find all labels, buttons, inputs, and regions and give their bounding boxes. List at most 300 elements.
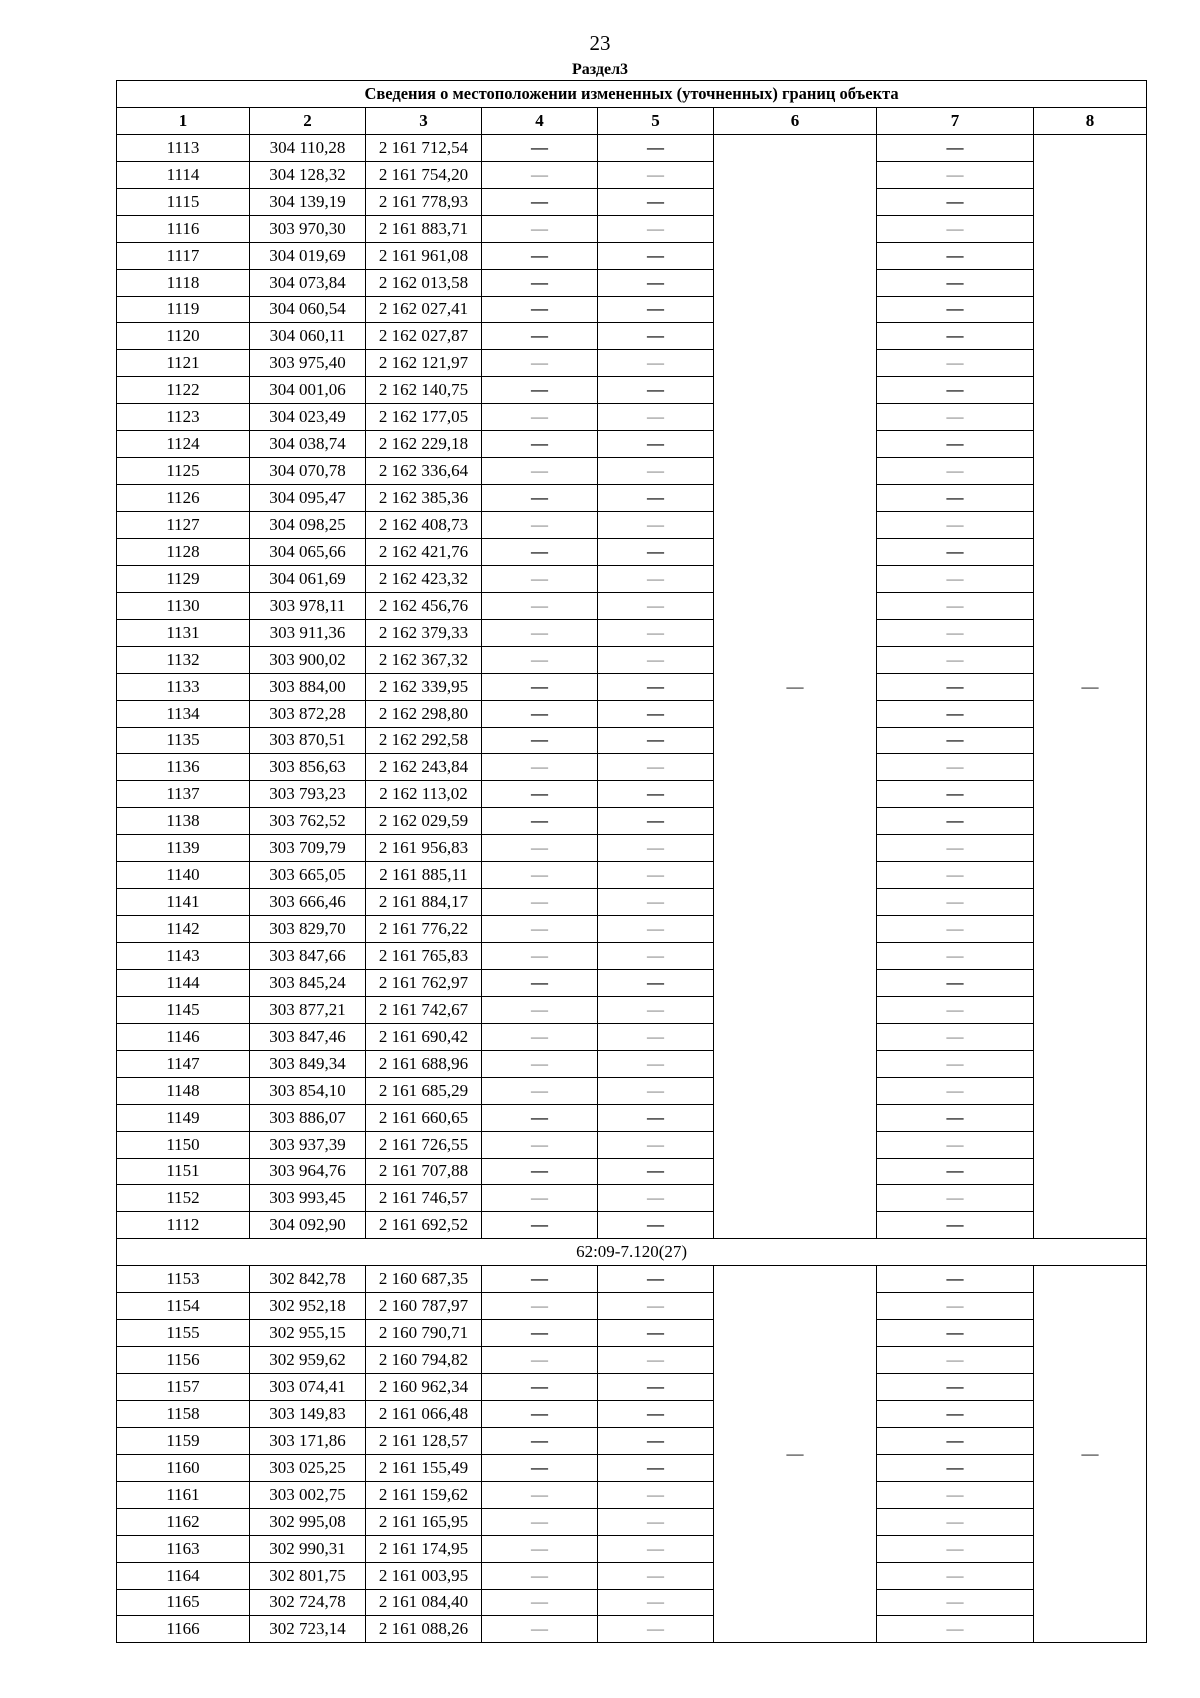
table-row (117, 1023, 1147, 1050)
col7-dash-cell: — (877, 889, 1034, 916)
table-row (117, 269, 1147, 296)
table-row (117, 1158, 1147, 1185)
y-coordinate-cell: 2 162 456,76 (366, 592, 482, 619)
col7-dash-cell: — (877, 673, 1034, 700)
point-number-cell: 1133 (117, 673, 250, 700)
col5-dash-cell: — (598, 1158, 714, 1185)
col4-dash-cell: — (482, 269, 598, 296)
x-coordinate-cell: 303 978,11 (250, 592, 366, 619)
y-coordinate-cell: 2 160 687,35 (366, 1266, 482, 1293)
y-coordinate-cell: 2 161 688,96 (366, 1050, 482, 1077)
col7-dash-cell: — (877, 700, 1034, 727)
y-coordinate-cell: 2 162 421,76 (366, 538, 482, 565)
col7-dash-cell: — (877, 512, 1034, 539)
col7-dash-cell: — (877, 646, 1034, 673)
col4-dash-cell: — (482, 727, 598, 754)
table-row (117, 969, 1147, 996)
y-coordinate-cell: 2 162 367,32 (366, 646, 482, 673)
x-coordinate-cell: 304 070,78 (250, 458, 366, 485)
col8-merged-cell: — (1034, 134, 1147, 1238)
col7-dash-cell: — (877, 727, 1034, 754)
y-coordinate-cell: 2 161 165,95 (366, 1508, 482, 1535)
col4-dash-cell: — (482, 1023, 598, 1050)
y-coordinate-cell: 2 161 084,40 (366, 1589, 482, 1616)
col4-dash-cell: — (482, 512, 598, 539)
col5-dash-cell: — (598, 673, 714, 700)
col7-dash-cell: — (877, 969, 1034, 996)
x-coordinate-cell: 303 847,66 (250, 943, 366, 970)
table-row (117, 835, 1147, 862)
col6-merged-cell: — (714, 1266, 877, 1643)
col5-dash-cell: — (598, 1077, 714, 1104)
point-number-cell: 1160 (117, 1454, 250, 1481)
point-number-cell: 1155 (117, 1320, 250, 1347)
column-header: 4 (482, 107, 598, 134)
col7-dash-cell: — (877, 1023, 1034, 1050)
col4-dash-cell: — (482, 969, 598, 996)
col4-dash-cell: — (482, 1347, 598, 1374)
y-coordinate-cell: 2 162 336,64 (366, 458, 482, 485)
col7-dash-cell: — (877, 269, 1034, 296)
column-header: 8 (1034, 107, 1147, 134)
table-row (117, 377, 1147, 404)
col7-dash-cell: — (877, 134, 1034, 161)
table-row (117, 485, 1147, 512)
col4-dash-cell: — (482, 754, 598, 781)
table-row (117, 188, 1147, 215)
table-row (117, 323, 1147, 350)
col4-dash-cell: — (482, 1535, 598, 1562)
point-number-cell: 1127 (117, 512, 250, 539)
point-number-cell: 1161 (117, 1481, 250, 1508)
point-number-cell: 1129 (117, 565, 250, 592)
y-coordinate-cell: 2 161 003,95 (366, 1562, 482, 1589)
point-number-cell: 1150 (117, 1131, 250, 1158)
col7-dash-cell: — (877, 1616, 1034, 1643)
table-row (117, 996, 1147, 1023)
col5-dash-cell: — (598, 808, 714, 835)
col7-dash-cell: — (877, 188, 1034, 215)
y-coordinate-cell: 2 162 379,33 (366, 619, 482, 646)
x-coordinate-cell: 303 074,41 (250, 1374, 366, 1401)
col4-dash-cell: — (482, 700, 598, 727)
y-coordinate-cell: 2 162 027,41 (366, 296, 482, 323)
col4-dash-cell: — (482, 1400, 598, 1427)
col5-dash-cell: — (598, 1050, 714, 1077)
col5-dash-cell: — (598, 862, 714, 889)
col7-dash-cell: — (877, 1535, 1034, 1562)
col4-dash-cell: — (482, 1158, 598, 1185)
table-row (117, 1616, 1147, 1643)
table-row (117, 1077, 1147, 1104)
x-coordinate-cell: 302 952,18 (250, 1293, 366, 1320)
y-coordinate-cell: 2 162 113,02 (366, 781, 482, 808)
col4-dash-cell: — (482, 215, 598, 242)
col7-dash-cell: — (877, 754, 1034, 781)
col5-dash-cell: — (598, 512, 714, 539)
y-coordinate-cell: 2 161 707,88 (366, 1158, 482, 1185)
col5-dash-cell: — (598, 1104, 714, 1131)
table-row (117, 943, 1147, 970)
point-number-cell: 1145 (117, 996, 250, 1023)
x-coordinate-cell: 303 666,46 (250, 889, 366, 916)
x-coordinate-cell: 302 842,78 (250, 1266, 366, 1293)
table-row (117, 1347, 1147, 1374)
col7-dash-cell: — (877, 592, 1034, 619)
col4-dash-cell: — (482, 781, 598, 808)
x-coordinate-cell: 303 793,23 (250, 781, 366, 808)
x-coordinate-cell: 304 098,25 (250, 512, 366, 539)
y-coordinate-cell: 2 161 884,17 (366, 889, 482, 916)
table-row (117, 1320, 1147, 1347)
x-coordinate-cell: 304 061,69 (250, 565, 366, 592)
x-coordinate-cell: 303 149,83 (250, 1400, 366, 1427)
table-row (117, 134, 1147, 161)
col4-dash-cell: — (482, 377, 598, 404)
column-header: 1 (117, 107, 250, 134)
col4-dash-cell: — (482, 134, 598, 161)
x-coordinate-cell: 303 975,40 (250, 350, 366, 377)
x-coordinate-cell: 302 801,75 (250, 1562, 366, 1589)
point-number-cell: 1136 (117, 754, 250, 781)
col5-dash-cell: — (598, 700, 714, 727)
x-coordinate-cell: 303 854,10 (250, 1077, 366, 1104)
col4-dash-cell: — (482, 1374, 598, 1401)
col7-dash-cell: — (877, 296, 1034, 323)
x-coordinate-cell: 302 959,62 (250, 1347, 366, 1374)
point-number-cell: 1128 (117, 538, 250, 565)
y-coordinate-cell: 2 162 408,73 (366, 512, 482, 539)
col7-dash-cell: — (877, 565, 1034, 592)
col7-dash-cell: — (877, 1077, 1034, 1104)
table-row (117, 727, 1147, 754)
col7-dash-cell: — (877, 1508, 1034, 1535)
x-coordinate-cell: 304 060,54 (250, 296, 366, 323)
x-coordinate-cell: 303 829,70 (250, 916, 366, 943)
col5-dash-cell: — (598, 269, 714, 296)
table-row (117, 646, 1147, 673)
col7-dash-cell: — (877, 1131, 1034, 1158)
y-coordinate-cell: 2 161 776,22 (366, 916, 482, 943)
point-number-cell: 1114 (117, 161, 250, 188)
section-title: Раздел3 (571, 61, 629, 78)
col5-dash-cell: — (598, 1293, 714, 1320)
table-row (117, 1454, 1147, 1481)
col5-dash-cell: — (598, 646, 714, 673)
col4-dash-cell: — (482, 1427, 598, 1454)
point-number-cell: 1158 (117, 1400, 250, 1427)
y-coordinate-cell: 2 161 692,52 (366, 1212, 482, 1239)
col7-dash-cell: — (877, 1400, 1034, 1427)
col4-dash-cell: — (482, 619, 598, 646)
x-coordinate-cell: 304 060,11 (250, 323, 366, 350)
col5-dash-cell: — (598, 1023, 714, 1050)
x-coordinate-cell: 302 990,31 (250, 1535, 366, 1562)
table-row (117, 350, 1147, 377)
x-coordinate-cell: 303 762,52 (250, 808, 366, 835)
col4-dash-cell: — (482, 1508, 598, 1535)
table-row (117, 808, 1147, 835)
point-number-cell: 1117 (117, 242, 250, 269)
col5-dash-cell: — (598, 969, 714, 996)
col4-dash-cell: — (482, 323, 598, 350)
col5-dash-cell: — (598, 565, 714, 592)
col7-dash-cell: — (877, 485, 1034, 512)
x-coordinate-cell: 303 964,76 (250, 1158, 366, 1185)
table-row (117, 1293, 1147, 1320)
col7-dash-cell: — (877, 1320, 1034, 1347)
table-row (117, 404, 1147, 431)
col4-dash-cell: — (482, 673, 598, 700)
col4-dash-cell: — (482, 1616, 598, 1643)
point-number-cell: 1124 (117, 431, 250, 458)
point-number-cell: 1122 (117, 377, 250, 404)
table-row (117, 889, 1147, 916)
x-coordinate-cell: 304 110,28 (250, 134, 366, 161)
column-header: 2 (250, 107, 366, 134)
point-number-cell: 1140 (117, 862, 250, 889)
col5-dash-cell: — (598, 1131, 714, 1158)
table-row (117, 781, 1147, 808)
y-coordinate-cell: 2 161 746,57 (366, 1185, 482, 1212)
y-coordinate-cell: 2 162 243,84 (366, 754, 482, 781)
x-coordinate-cell: 303 872,28 (250, 700, 366, 727)
point-number-cell: 1159 (117, 1427, 250, 1454)
y-coordinate-cell: 2 161 088,26 (366, 1616, 482, 1643)
col4-dash-cell: — (482, 350, 598, 377)
table-row (117, 1266, 1147, 1293)
col7-dash-cell: — (877, 431, 1034, 458)
table-row (117, 161, 1147, 188)
x-coordinate-cell: 303 937,39 (250, 1131, 366, 1158)
point-number-cell: 1141 (117, 889, 250, 916)
point-number-cell: 1166 (117, 1616, 250, 1643)
point-number-cell: 1130 (117, 592, 250, 619)
col4-dash-cell: — (482, 1266, 598, 1293)
x-coordinate-cell: 304 092,90 (250, 1212, 366, 1239)
col5-dash-cell: — (598, 754, 714, 781)
col4-dash-cell: — (482, 592, 598, 619)
x-coordinate-cell: 303 849,34 (250, 1050, 366, 1077)
point-number-cell: 1137 (117, 781, 250, 808)
col4-dash-cell: — (482, 242, 598, 269)
point-number-cell: 1165 (117, 1589, 250, 1616)
col7-dash-cell: — (877, 242, 1034, 269)
col4-dash-cell: — (482, 1293, 598, 1320)
col4-dash-cell: — (482, 296, 598, 323)
point-number-cell: 1154 (117, 1293, 250, 1320)
col4-dash-cell: — (482, 889, 598, 916)
x-coordinate-cell: 303 993,45 (250, 1185, 366, 1212)
col4-dash-cell: — (482, 404, 598, 431)
col5-dash-cell: — (598, 1266, 714, 1293)
x-coordinate-cell: 304 001,06 (250, 377, 366, 404)
x-coordinate-cell: 303 884,00 (250, 673, 366, 700)
table-row (117, 431, 1147, 458)
table-row (117, 215, 1147, 242)
col7-dash-cell: — (877, 377, 1034, 404)
x-coordinate-cell: 303 002,75 (250, 1481, 366, 1508)
col7-dash-cell: — (877, 808, 1034, 835)
col7-dash-cell: — (877, 458, 1034, 485)
col5-dash-cell: — (598, 431, 714, 458)
col7-dash-cell: — (877, 1104, 1034, 1131)
x-coordinate-cell: 302 724,78 (250, 1589, 366, 1616)
col5-dash-cell: — (598, 1508, 714, 1535)
col4-dash-cell: — (482, 1562, 598, 1589)
table-body (117, 134, 1147, 1643)
col7-dash-cell: — (877, 1050, 1034, 1077)
col5-dash-cell: — (598, 161, 714, 188)
y-coordinate-cell: 2 161 754,20 (366, 161, 482, 188)
x-coordinate-cell: 303 900,02 (250, 646, 366, 673)
y-coordinate-cell: 2 162 423,32 (366, 565, 482, 592)
x-coordinate-cell: 304 073,84 (250, 269, 366, 296)
point-number-cell: 1156 (117, 1347, 250, 1374)
table-row (117, 1050, 1147, 1077)
col5-dash-cell: — (598, 1185, 714, 1212)
table-row (117, 296, 1147, 323)
col4-dash-cell: — (482, 161, 598, 188)
point-number-cell: 1125 (117, 458, 250, 485)
col5-dash-cell: — (598, 619, 714, 646)
table-row (117, 592, 1147, 619)
col5-dash-cell: — (598, 1347, 714, 1374)
col7-dash-cell: — (877, 404, 1034, 431)
y-coordinate-cell: 2 160 794,82 (366, 1347, 482, 1374)
y-coordinate-cell: 2 160 962,34 (366, 1374, 482, 1401)
table-row (117, 1400, 1147, 1427)
col7-dash-cell: — (877, 1374, 1034, 1401)
col5-dash-cell: — (598, 538, 714, 565)
table-row (117, 700, 1147, 727)
y-coordinate-cell: 2 162 339,95 (366, 673, 482, 700)
y-coordinate-cell: 2 161 885,11 (366, 862, 482, 889)
x-coordinate-cell: 304 128,32 (250, 161, 366, 188)
col7-dash-cell: — (877, 1562, 1034, 1589)
table-row (117, 1535, 1147, 1562)
column-header: 5 (598, 107, 714, 134)
col4-dash-cell: — (482, 1131, 598, 1158)
point-number-cell: 1139 (117, 835, 250, 862)
col4-dash-cell: — (482, 1077, 598, 1104)
x-coordinate-cell: 303 847,46 (250, 1023, 366, 1050)
point-number-cell: 1132 (117, 646, 250, 673)
col5-dash-cell: — (598, 1320, 714, 1347)
col5-dash-cell: — (598, 943, 714, 970)
col7-dash-cell: — (877, 1158, 1034, 1185)
col7-dash-cell: — (877, 1589, 1034, 1616)
col5-dash-cell: — (598, 835, 714, 862)
y-coordinate-cell: 2 162 029,59 (366, 808, 482, 835)
table-row (117, 673, 1147, 700)
y-coordinate-cell: 2 161 961,08 (366, 242, 482, 269)
col7-dash-cell: — (877, 161, 1034, 188)
col5-dash-cell: — (598, 485, 714, 512)
col7-dash-cell: — (877, 1293, 1034, 1320)
col4-dash-cell: — (482, 1185, 598, 1212)
col5-dash-cell: — (598, 1589, 714, 1616)
y-coordinate-cell: 2 161 660,65 (366, 1104, 482, 1131)
col5-dash-cell: — (598, 781, 714, 808)
table-row (117, 1185, 1147, 1212)
point-number-cell: 1115 (117, 188, 250, 215)
y-coordinate-cell: 2 161 174,95 (366, 1535, 482, 1562)
col5-dash-cell: — (598, 1427, 714, 1454)
point-number-cell: 1116 (117, 215, 250, 242)
y-coordinate-cell: 2 161 155,49 (366, 1454, 482, 1481)
x-coordinate-cell: 303 886,07 (250, 1104, 366, 1131)
col5-dash-cell: — (598, 592, 714, 619)
column-header: 6 (714, 107, 877, 134)
col4-dash-cell: — (482, 1320, 598, 1347)
col4-dash-cell: — (482, 835, 598, 862)
col5-dash-cell: — (598, 1212, 714, 1239)
table-row (117, 1131, 1147, 1158)
col7-dash-cell: — (877, 862, 1034, 889)
col7-dash-cell: — (877, 996, 1034, 1023)
x-coordinate-cell: 303 970,30 (250, 215, 366, 242)
table-row (117, 1427, 1147, 1454)
col5-dash-cell: — (598, 215, 714, 242)
x-coordinate-cell: 304 139,19 (250, 188, 366, 215)
col7-dash-cell: — (877, 1481, 1034, 1508)
col4-dash-cell: — (482, 485, 598, 512)
col7-dash-cell: — (877, 1266, 1034, 1293)
col7-dash-cell: — (877, 781, 1034, 808)
col4-dash-cell: — (482, 1212, 598, 1239)
y-coordinate-cell: 2 161 742,67 (366, 996, 482, 1023)
point-number-cell: 1149 (117, 1104, 250, 1131)
col5-dash-cell: — (598, 1400, 714, 1427)
table-row (117, 916, 1147, 943)
point-number-cell: 1147 (117, 1050, 250, 1077)
col7-dash-cell: — (877, 1185, 1034, 1212)
table-row (117, 458, 1147, 485)
y-coordinate-cell: 2 161 765,83 (366, 943, 482, 970)
table-row (117, 565, 1147, 592)
x-coordinate-cell: 303 171,86 (250, 1427, 366, 1454)
point-number-cell: 1112 (117, 1212, 250, 1239)
col4-dash-cell: — (482, 1104, 598, 1131)
y-coordinate-cell: 2 161 159,62 (366, 1481, 482, 1508)
col5-dash-cell: — (598, 1562, 714, 1589)
x-coordinate-cell: 303 025,25 (250, 1454, 366, 1481)
point-number-cell: 1121 (117, 350, 250, 377)
col5-dash-cell: — (598, 242, 714, 269)
y-coordinate-cell: 2 162 013,58 (366, 269, 482, 296)
point-number-cell: 1162 (117, 1508, 250, 1535)
col7-dash-cell: — (877, 350, 1034, 377)
col4-dash-cell: — (482, 188, 598, 215)
point-number-cell: 1146 (117, 1023, 250, 1050)
x-coordinate-cell: 304 065,66 (250, 538, 366, 565)
group-header-row (117, 1239, 1147, 1266)
point-number-cell: 1142 (117, 916, 250, 943)
table-row (117, 242, 1147, 269)
table-row (117, 512, 1147, 539)
y-coordinate-cell: 2 162 177,05 (366, 404, 482, 431)
col7-dash-cell: — (877, 619, 1034, 646)
col4-dash-cell: — (482, 646, 598, 673)
boundary-coordinates-table (116, 80, 1147, 1643)
col7-dash-cell: — (877, 916, 1034, 943)
column-header: 3 (366, 107, 482, 134)
col5-dash-cell: — (598, 350, 714, 377)
col5-dash-cell: — (598, 727, 714, 754)
point-number-cell: 1153 (117, 1266, 250, 1293)
point-number-cell: 1120 (117, 323, 250, 350)
